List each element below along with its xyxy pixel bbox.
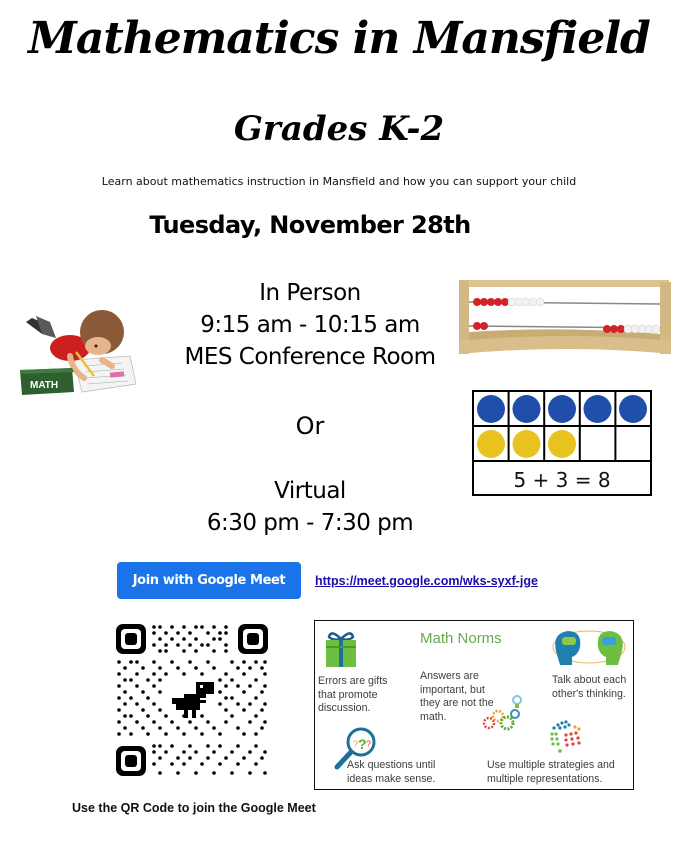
talking-heads-icon [550,627,628,669]
gift-icon [323,629,359,669]
gears-lightbulb-icon [481,695,525,731]
rekenrek-abacus-icon [455,268,677,360]
norm-strategies-text: Use multiple strategies and multiple representations. [487,759,615,785]
norm-talk-text: Talk about each other's thinking. [552,674,627,700]
in-person-block [140,277,480,373]
join-google-meet-button[interactable]: Join with Google Meet [117,562,301,599]
virtual-block [140,475,480,539]
flyer-title: Mathematics in Mansfield [28,13,650,64]
flyer-subtitle: Learn about mathematics instruction in Mansfield and how you can support your child [101,175,577,188]
math-norms-title: Math Norms [420,630,502,647]
in-person-location: MES Conference Room [184,344,436,370]
in-person-time: 9:15 am - 10:15 am [200,312,420,338]
svg-text:?: ? [358,736,367,752]
child-doing-math-icon [12,300,142,405]
math-norms-panel [314,620,634,790]
qr-code-icon[interactable] [114,622,270,778]
norm-errors-text: Errors are gifts that promote discussion. [318,675,388,714]
event-date: Tuesday, November 28th [149,211,471,239]
in-person-heading: In Person [259,280,361,306]
virtual-heading: Virtual [274,478,346,504]
or-separator: Or [295,412,325,440]
virtual-time: 6:30 pm - 7:30 pm [206,510,414,536]
dot-strategies-icon [548,719,588,755]
norm-ask-text: Ask questions until ideas make sense. [347,759,436,785]
qr-caption: Use the QR Code to join the Google Meet [72,801,316,815]
svg-text:?: ? [353,739,359,749]
math-book-label: MATH [30,380,59,391]
ten-frame-icon [471,389,653,497]
ten-frame-equation: 5 + 3 = 8 [513,468,611,492]
grades-heading: Grades K-2 [233,109,445,149]
google-meet-link[interactable]: https://meet.google.com/wks-syxf-jge [315,574,538,588]
norm-answers-text: Answers are important, but they are not the math. [420,670,494,723]
svg-text:?: ? [366,739,372,749]
